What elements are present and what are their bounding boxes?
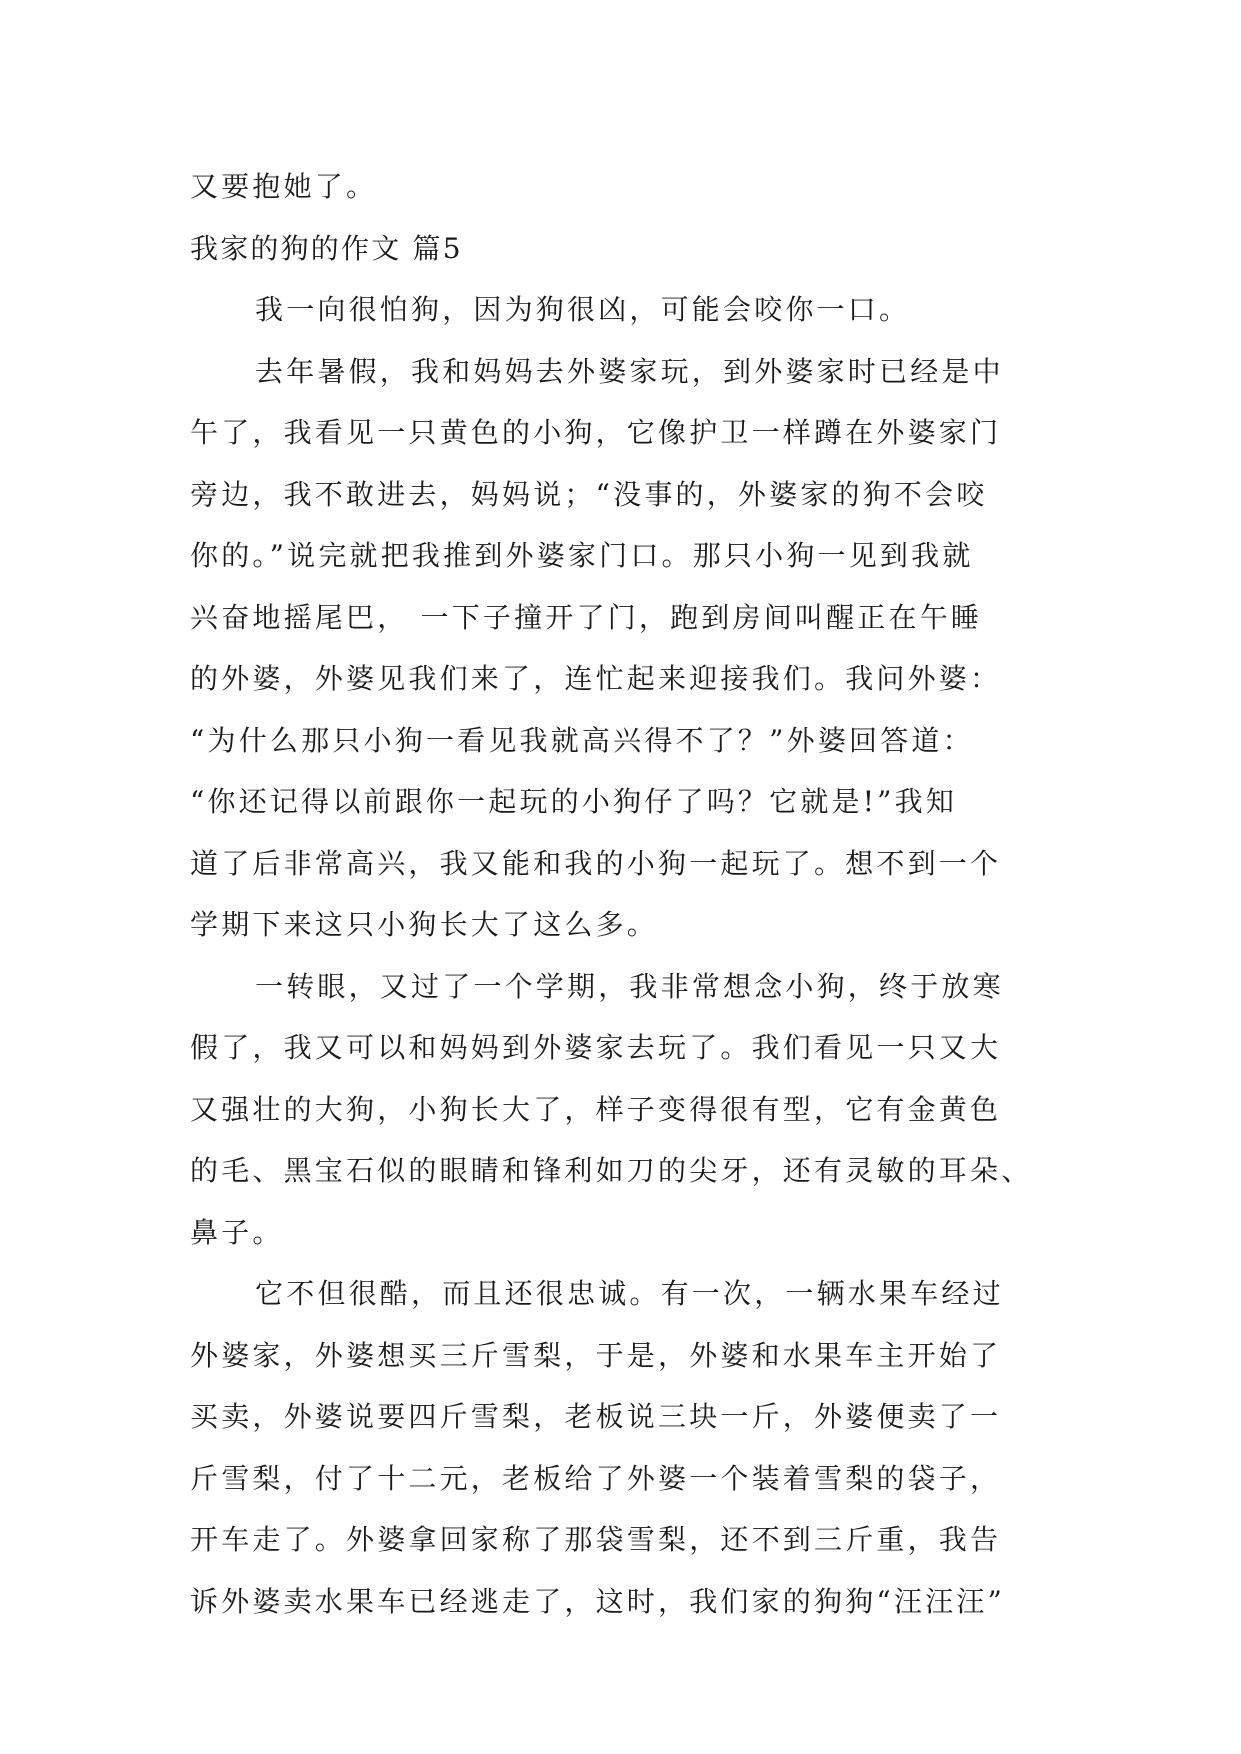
paragraph-2-line: 学期下来这只小狗长大了这么多。 xyxy=(190,908,659,941)
paragraph-3-line: 鼻子。 xyxy=(190,1215,284,1249)
paragraph-1-line: 我一向很怕狗，因为狗很凶，可能会咬你一口。 xyxy=(255,293,911,326)
paragraph-2-line: 旁边，我不敢进去，妈妈说；“没事的，外婆家的狗不会咬 xyxy=(190,477,988,511)
paragraph-4-line: 诉外婆卖水果车已经逃走了，这时，我们家的狗狗“汪汪汪” xyxy=(190,1584,1006,1618)
paragraph-2-line: “为什么那只小狗一看见我就高兴得不了？”外婆回答道： xyxy=(190,723,974,757)
paragraph-2-line: 你的。”说完就把我推到外婆家门口。那只小狗一见到我就 xyxy=(190,539,974,572)
paragraph-3-line: 一转眼，又过了一个学期，我非常想念小狗，终于放寒 xyxy=(255,969,1004,1003)
essay-title: 我家的狗的作文 篇5 xyxy=(190,231,463,265)
paragraph-4-line: 开车走了。外婆拿回家称了那袋雪梨，还不到三斤重，我告 xyxy=(190,1523,1002,1556)
paragraph-3-line: 的毛、黑宝石似的眼睛和锋利如刀的尖牙，还有灵敏的耳朵、 xyxy=(190,1154,1033,1187)
paragraph-4-line: 斤雪梨，付了十二元，老板给了外婆一个装着雪梨的袋子， xyxy=(190,1461,1002,1495)
paragraph-2-line: 去年暑假，我和妈妈去外婆家玩，到外婆家时已经是中 xyxy=(255,354,1004,388)
paragraph-2-line: 午了，我看见一只黄色的小狗，它像护卫一样蹲在外婆家门 xyxy=(190,416,1002,449)
paragraph-2-line: 的外婆，外婆见我们来了，连忙起来迎接我们。我问外婆： xyxy=(190,662,1002,695)
paragraph-2-line: “你还记得以前跟你一起玩的小狗仔了吗？它就是!”我知 xyxy=(190,785,958,818)
paragraph-4-line: 买卖，外婆说要四斤雪梨，老板说三块一斤，外婆便卖了一 xyxy=(190,1400,1002,1433)
essay-body xyxy=(190,156,1070,1632)
paragraph-4-line: 它不但很酷，而且还很忠诚。有一次，一辆水果车经过 xyxy=(255,1277,1004,1310)
paragraph-2-line: 兴奋地摇尾巴， 一下子撞开了门，跑到房间叫醒正在午睡 xyxy=(190,600,983,634)
paragraph-4-line: 外婆家，外婆想买三斤雪梨，于是，外婆和水果车主开始了 xyxy=(190,1338,1002,1372)
paragraph-3-line: 假了，我又可以和妈妈到外婆家去玩了。我们看见一只又大 xyxy=(190,1031,1002,1064)
paragraph-3-line: 又强壮的大狗，小狗长大了，样子变得很有型，它有金黄色 xyxy=(190,1092,1002,1126)
paragraph-2-line: 道了后非常高兴，我又能和我的小狗一起玩了。想不到一个 xyxy=(190,846,1002,880)
paragraph-continuation-line: 又要抱她了。 xyxy=(190,170,378,203)
